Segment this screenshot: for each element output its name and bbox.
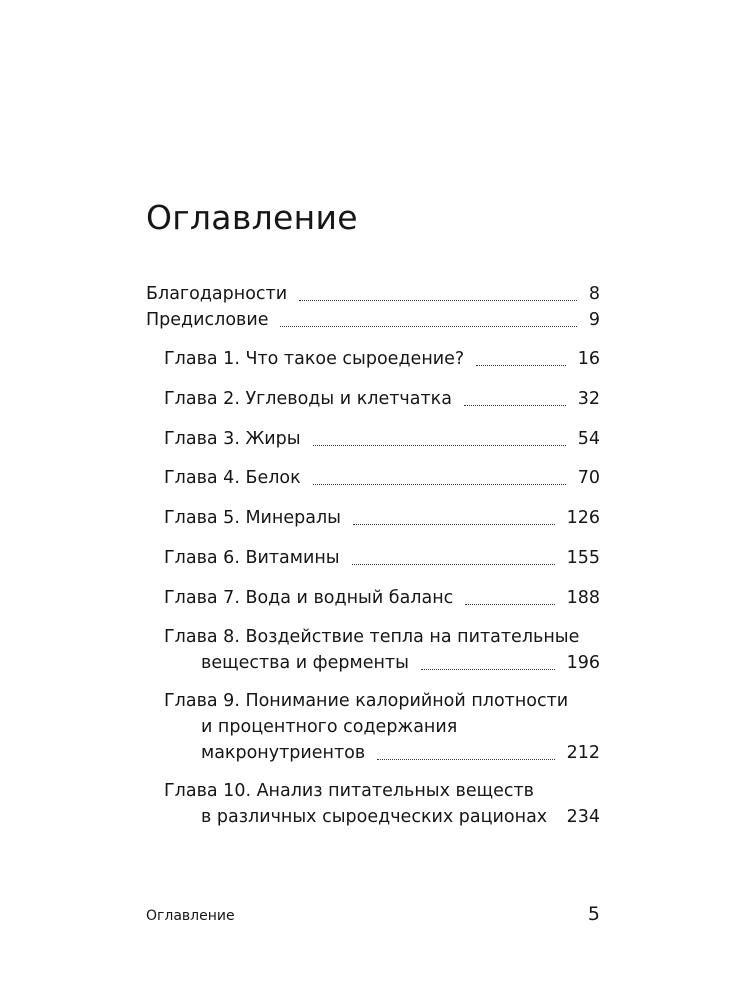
dot-leader: [421, 652, 555, 674]
footer-page-number: 5: [587, 903, 600, 925]
toc-entry-title-continued: вещества и ферменты: [201, 653, 409, 673]
toc-page-number: 70: [577, 468, 600, 488]
toc-entry-title: Глава 8. Воздействие тепла на питательные: [164, 627, 580, 647]
toc-page-number: 126: [566, 508, 600, 528]
toc-page-number: 188: [566, 588, 600, 608]
toc-page-number: 212: [566, 743, 600, 763]
toc-entry-title-continued: в различных сыроедческих рационах: [201, 807, 548, 827]
toc-page-number: 234: [566, 807, 600, 827]
dot-leader: [299, 283, 577, 305]
toc-entry-title: Предисловие: [146, 310, 269, 330]
toc-entry-title-continued: и процентного содержания: [201, 717, 458, 737]
toc-page-number: 32: [577, 389, 600, 409]
dot-leader: [353, 507, 555, 529]
toc-entry-title: Глава 9. Понимание калорийной плотности: [164, 691, 569, 711]
toc-entry-title: Глава 1. Что такое сыроедение?: [164, 349, 465, 369]
dot-leader: [464, 388, 566, 410]
dot-leader: [313, 428, 566, 450]
toc-entry-title: Глава 10. Анализ питательных веществ: [164, 781, 534, 801]
dot-leader: [377, 742, 555, 764]
page-title: Оглавление: [146, 198, 358, 237]
toc-page-number: 9: [588, 310, 600, 330]
dot-leader: [465, 587, 555, 609]
toc-page-number: 54: [577, 429, 600, 449]
toc-page-number: 16: [577, 349, 600, 369]
toc-entry-title: Глава 7. Вода и водный баланс: [164, 588, 454, 608]
dot-leader: [352, 547, 555, 569]
dot-leader: [280, 309, 577, 331]
toc-entry-title: Глава 6. Витамины: [164, 548, 340, 568]
toc-entry-title-continued: макронутриентов: [201, 743, 366, 763]
toc-entry-title: Благодарности: [146, 284, 288, 304]
toc-entry-title: Глава 3. Жиры: [164, 429, 301, 449]
dot-leader: [476, 348, 566, 370]
toc-entry-title: Глава 5. Минералы: [164, 508, 341, 528]
dot-leader: [313, 467, 566, 489]
toc-entry-title: Глава 4. Белок: [164, 468, 301, 488]
toc-page-number: 155: [566, 548, 600, 568]
running-footer-title: Оглавление: [146, 908, 235, 924]
toc-page-number: 196: [566, 653, 600, 673]
toc-entry-title: Глава 2. Углеводы и клетчатка: [164, 389, 452, 409]
toc-page-number: 8: [588, 284, 600, 304]
